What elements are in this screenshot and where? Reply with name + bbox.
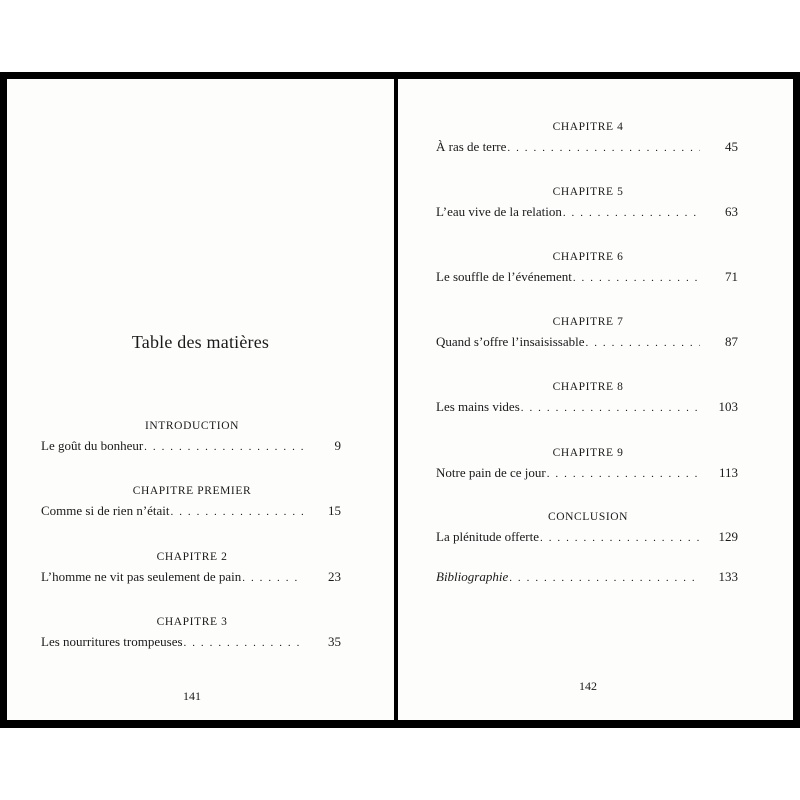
- section-label-chapitre-4: CHAPITRE 4: [552, 121, 624, 133]
- section-label-chapitre-7: CHAPITRE 7: [552, 316, 624, 328]
- toc-entry-title: Le goût du bonheur: [41, 438, 144, 453]
- toc-entry-title: L’homme ne vit pas seulement de pain: [41, 569, 242, 584]
- dot-leader: [586, 337, 700, 349]
- toc-entry[interactable]: [436, 334, 738, 350]
- dot-leader: [573, 272, 700, 284]
- toc-entry[interactable]: [436, 465, 738, 481]
- toc-entry-page: 23: [328, 569, 341, 584]
- toc-entry-title: Le souffle de l’événement: [436, 269, 572, 284]
- section-label-introduction: INTRODUCTION: [144, 420, 240, 432]
- dot-leader: [242, 572, 303, 584]
- toc-entry[interactable]: [41, 503, 341, 519]
- dot-leader: [563, 207, 700, 219]
- toc-entry-page: 129: [718, 529, 738, 544]
- dot-leader: [547, 468, 700, 480]
- toc-entry-page: 35: [328, 634, 341, 649]
- dot-leader: [171, 506, 303, 518]
- section-label-chapitre-8: CHAPITRE 8: [552, 381, 624, 393]
- toc-entry[interactable]: [41, 438, 341, 454]
- toc-entry-title: Bibliographie: [436, 569, 509, 584]
- toc-entry[interactable]: [41, 634, 341, 650]
- book-spread: [0, 72, 800, 728]
- dot-leader: [509, 572, 700, 584]
- toc-entry[interactable]: [436, 269, 738, 285]
- toc-entry-page: 9: [334, 438, 341, 453]
- toc-entry-page: 113: [718, 465, 738, 480]
- toc-entry-title: À ras de terre: [436, 139, 507, 154]
- toc-entry-title: Les mains vides: [436, 399, 520, 414]
- page-number: 141: [183, 689, 201, 703]
- dot-leader: [507, 142, 700, 154]
- toc-entry-page: 103: [718, 399, 738, 414]
- toc-entry-title: L’eau vive de la relation: [436, 204, 562, 219]
- toc-entry[interactable]: [436, 399, 738, 415]
- toc-entry-page: 133: [718, 569, 738, 584]
- toc-entry[interactable]: [436, 139, 738, 155]
- section-label-chapitre-2: CHAPITRE 2: [156, 551, 228, 563]
- toc-entry-page: 15: [328, 503, 341, 518]
- toc-entry-page: 45: [725, 139, 738, 154]
- toc-entry[interactable]: [436, 204, 738, 220]
- left-page: [7, 79, 394, 720]
- section-label-chapitre-9: CHAPITRE 9: [552, 447, 624, 459]
- dot-leader: [540, 532, 700, 544]
- section-label-chapitre-3: CHAPITRE 3: [156, 616, 228, 628]
- page-number: 142: [579, 679, 597, 693]
- section-label-chapitre-premier: CHAPITRE PREMIER: [132, 485, 252, 497]
- toc-entry-page: 63: [725, 204, 738, 219]
- toc-entry[interactable]: [436, 529, 738, 545]
- section-label-chapitre-6: CHAPITRE 6: [552, 251, 624, 263]
- dot-leader: [521, 402, 700, 414]
- toc-entry[interactable]: [41, 569, 341, 585]
- toc-entry-title: Notre pain de ce jour: [436, 465, 546, 480]
- toc-entry-title: Quand s’offre l’insaisissable: [436, 334, 585, 349]
- page-title: Table des matières: [131, 332, 270, 352]
- toc-entry-bibliography[interactable]: [436, 569, 738, 585]
- right-page: [398, 79, 793, 720]
- toc-entry-page: 87: [725, 334, 738, 349]
- section-label-conclusion: CONCLUSION: [547, 511, 629, 523]
- dot-leader: [144, 441, 303, 453]
- toc-entry-title: Les nourritures trompeuses: [41, 634, 183, 649]
- toc-entry-title: La plénitude offerte: [436, 529, 539, 544]
- section-label-chapitre-5: CHAPITRE 5: [552, 186, 624, 198]
- toc-entry-title: Comme si de rien n’était: [41, 503, 170, 518]
- dot-leader: [184, 637, 303, 649]
- toc-entry-page: 71: [725, 269, 738, 284]
